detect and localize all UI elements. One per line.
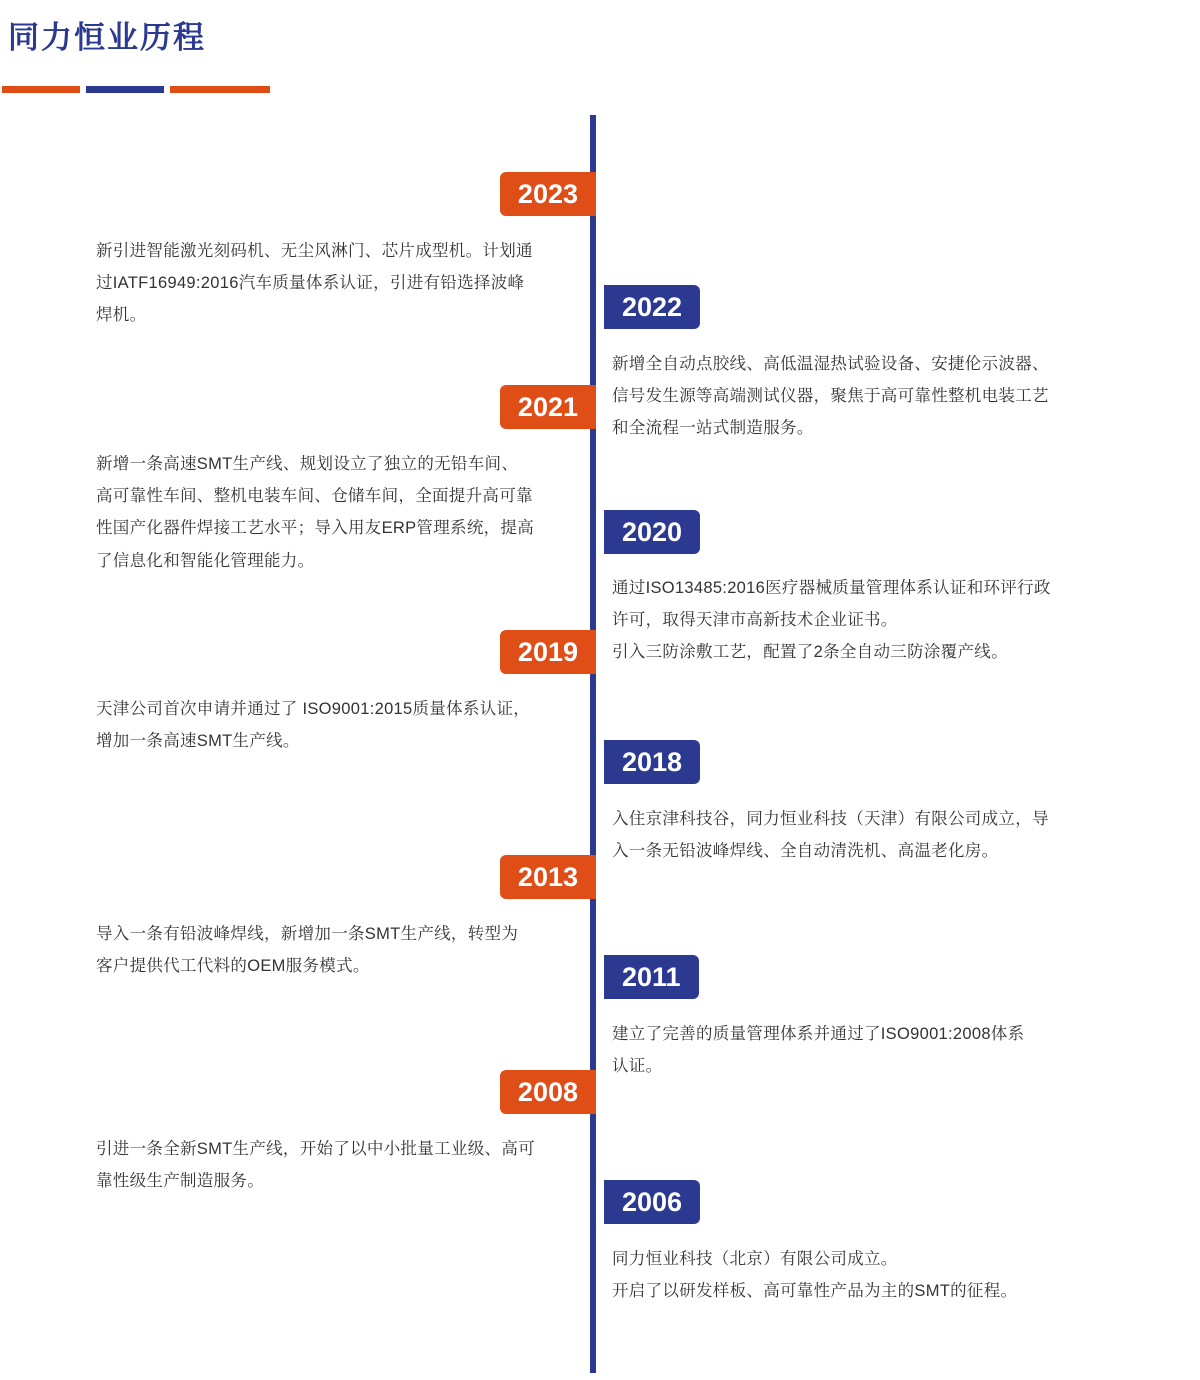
timeline-description-line: 入一条无铅波峰焊线、全自动清洗机、高温老化房。 [612, 842, 999, 861]
timeline-description-2018 [612, 803, 1152, 867]
timeline-description-line: 许可，取得天津市高新技术企业证书。 [612, 611, 898, 630]
timeline-description-line: 天津公司首次申请并通过了 ISO9001:2015质量体系认证， [96, 700, 531, 718]
timeline-description-line: 高可靠性车间、整机电装车间、仓储车间，全面提升高可靠 [96, 487, 533, 506]
timeline-description-2011 [612, 1018, 1152, 1082]
timeline-description-line: 性国产化器件焊接工艺水平；导入用友ERP管理系统，提高 [96, 519, 535, 538]
underline-segment-orange-right [170, 86, 270, 93]
timeline-description-2021 [96, 448, 596, 577]
timeline-description-line: 同力恒业科技（北京）有限公司成立。 [612, 1250, 898, 1268]
timeline-description-line: 靠性级生产制造服务。 [96, 1172, 264, 1191]
timeline-description-2013 [96, 918, 596, 982]
title-underline-decoration [2, 86, 272, 93]
timeline-description-line: 信号发生源等高端测试仪器，聚焦于高可靠性整机电装工艺 [612, 387, 1049, 406]
timeline-year-2020: 2020 [604, 510, 700, 554]
timeline-description-line: 增加一条高速SMT生产线。 [96, 732, 300, 751]
timeline-description-line: 了信息化和智能化管理能力。 [96, 551, 315, 570]
timeline-description-line: 建立了完善的质量管理体系并通过了ISO9001:2008体系 [612, 1025, 1025, 1043]
timeline-description-line: 引进一条全新SMT生产线，开始了以中小批量工业级、高可 [96, 1140, 535, 1158]
timeline-description-2022 [612, 348, 1152, 445]
timeline-year-2019: 2019 [500, 630, 596, 674]
timeline-year-2011: 2011 [604, 955, 699, 999]
page-header [0, 0, 1200, 110]
timeline-year-2006: 2006 [604, 1180, 700, 1224]
timeline-description-line: 入住京津科技谷，同力恒业科技（天津）有限公司成立，导 [612, 810, 1049, 828]
timeline-description-line: 新增一条高速SMT生产线、规划设立了独立的无铅车间、 [96, 455, 519, 473]
timeline-description-line: 引入三防涂敷工艺，配置了2条全自动三防涂覆产线。 [612, 643, 1008, 662]
timeline-description-line: 新增全自动点胶线、高低温湿热试验设备、安捷伦示波器、 [612, 355, 1049, 373]
timeline-description-line: 通过ISO13485:2016医疗器械质量管理体系认证和环评行政 [612, 579, 1051, 597]
timeline [0, 110, 1200, 1380]
underline-segment-blue-middle [86, 86, 164, 93]
timeline-year-2021: 2021 [500, 385, 596, 429]
timeline-description-line: 客户提供代工代料的OEM服务模式。 [96, 957, 370, 976]
timeline-description-2008 [96, 1133, 596, 1197]
timeline-year-2008: 2008 [500, 1070, 596, 1114]
underline-segment-orange-left [2, 86, 80, 93]
timeline-description-line: 新引进智能激光刻码机、无尘风淋门、芯片成型机。计划通 [96, 242, 533, 260]
timeline-description-2020 [612, 572, 1152, 669]
timeline-description-line: 过IATF16949:2016汽车质量体系认证，引进有铅选择波峰 [96, 274, 525, 293]
timeline-year-2018: 2018 [604, 740, 700, 784]
page-title: 同力恒业历程 [8, 20, 206, 55]
timeline-description-line: 和全流程一站式制造服务。 [612, 419, 814, 438]
timeline-description-2023 [96, 235, 596, 332]
timeline-description-line: 开启了以研发样板、高可靠性产品为主的SMT的征程。 [612, 1282, 1018, 1301]
timeline-description-2006 [612, 1243, 1152, 1307]
timeline-year-2023: 2023 [500, 172, 596, 216]
timeline-year-2013: 2013 [500, 855, 596, 899]
timeline-year-2022: 2022 [604, 285, 700, 329]
timeline-description-line: 导入一条有铅波峰焊线，新增加一条SMT生产线，转型为 [96, 925, 519, 943]
timeline-description-2019 [96, 693, 596, 757]
timeline-description-line: 认证。 [612, 1057, 663, 1076]
timeline-description-line: 焊机。 [96, 306, 147, 325]
